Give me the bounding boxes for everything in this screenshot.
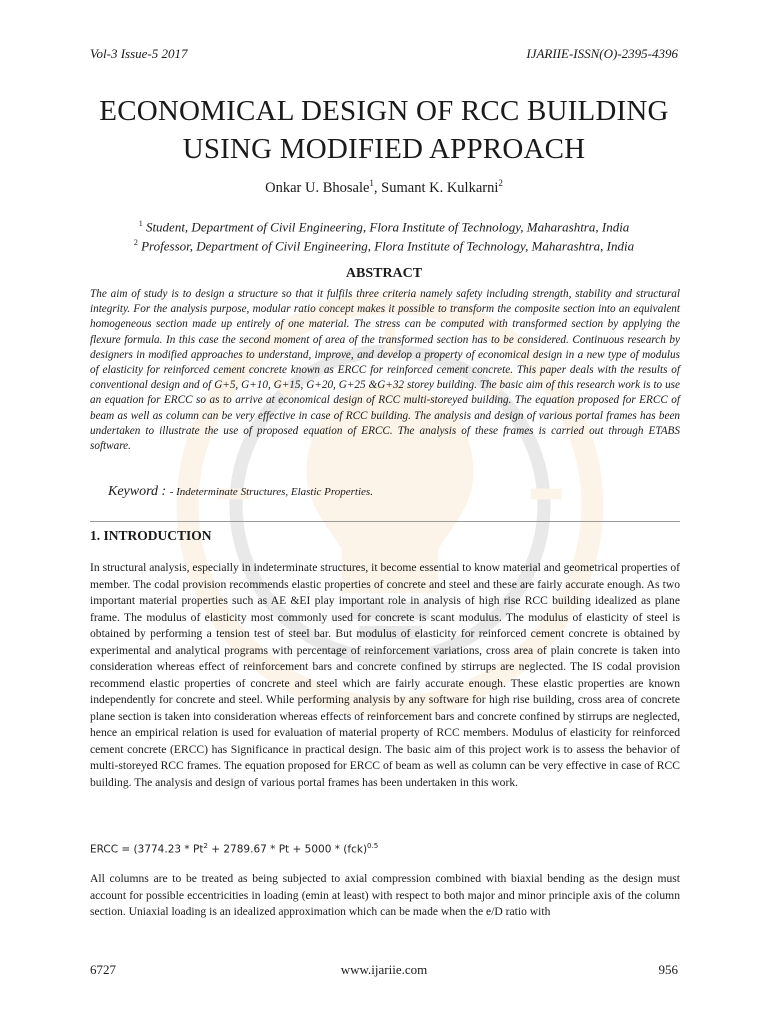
affiliation-1 <box>0 216 768 235</box>
keyword-line <box>108 483 373 500</box>
affiliation-2 <box>0 235 768 254</box>
footer-page-number: 956 <box>658 962 678 977</box>
footer-website-link[interactable]: www.ijariie.com <box>340 962 428 977</box>
title-line-2: USING MODIFIED APPROACH <box>182 133 586 165</box>
keyword-text: - Indeterminate Structures, Elastic Properties. <box>169 486 373 498</box>
footer-page-id: 6727 <box>90 962 116 977</box>
journal-volume-header: Vol-3 Issue-5 2017 <box>90 46 188 61</box>
keyword-label: Keyword : <box>108 484 170 499</box>
introduction-heading: 1. INTRODUCTION <box>90 528 212 543</box>
introduction-paragraph-1: In structural analysis, especially in indeterminate structures, it become essential to know material and geometrical properties of member. The codal provision recommends elastic properties of concrete and steel and these are fairly accurate enough. As two important material properties such as AE &EI play important role in analysis of high rise RCC building idealized as plane frame. The modulus of elasticity most commonly used for concrete is scant modulus. The modulus of elasticity of steel is obtained by performing a tension test of steel bar. But modulus of elasticity for reinforced cement concrete is obtained by experimental and analytical programs with percentage of reinforcement variations, cross area of plain concrete is taken into consideration whereas effect of reinforcement bars and concrete confined by stirrups are neglected. The IS codal provision recommend elastic properties of concrete and steel which are fairly accurate enough. These elastic properties are known independently for concrete and steel. While performing analysis by any software for high rise building, cross area of concrete plane section is taken into consideration whereas effects of reinforcement bars and concrete confined by stirrups are neglected, hence an empirical relation is used for evaluation of material property of RCC members. Modulus of elasticity for reinforced cement concrete (ERCC) has Significance in practical design. The basic aim of this project work is to assess the behavior of multi-storeyed RCC frames. The equation proposed for ERCC of beam as well as column can be very effective in case of RCC building. The analysis and design of various portal frames has been undertaken in this work. <box>90 561 680 789</box>
equation-superscript-2: 0.5 <box>367 842 379 850</box>
introduction-paragraph-2: All columns are to be treated as being subjected to axial compression combined with biaxial bending as the design must account for possible eccentricities in loading (emin at least) with respect to both major and minor principle axis of the column section. Uniaxial loading is an idealized approximation which can be made when the e/D ratio with <box>90 872 680 918</box>
equation-part-2: + 2789.67 * Pt + 5000 * (fck) <box>207 843 368 856</box>
affiliation-1-text: Student, Department of Civil Engineering, Flora Institute of Technology, Maharashtra, India <box>142 219 630 235</box>
title-line-1: ECONOMICAL DESIGN OF RCC BUILDING <box>99 95 669 127</box>
equation-superscript-1: 2 <box>203 842 208 850</box>
affiliation-1-superscript: 1 <box>138 219 143 228</box>
affiliation-2-superscript: 2 <box>133 238 138 248</box>
author-1: Onkar U. Bhosale <box>265 179 370 196</box>
abstract-heading: ABSTRACT <box>345 266 423 281</box>
author-2-superscript: 2 <box>498 178 503 188</box>
author-separator: , <box>373 179 382 196</box>
abstract-text: The aim of study is to design a structure so that it fulfils three criteria namely safety including strength, stability and structural integrity. For the analysis purpose, modular ratio concept makes it possible to transform the composite section into an equivalent homogeneous section made up entirely of one material. The stress can be computed with transformed section by applying the flexure formula. In this case the second moment of area of the transformed section has to be considered. Continuous research by designers in modified approaches to understand, improve, and develop a property of economical design in a new type of modulus of elasticity for reinforced cement concrete known as ERCC for reinforced cement concrete. This paper deals with the results of conventional design and of G+5, G+10, G+15, G+20, G+25 &G+32 storey building. The basic aim of this research work is to use an equation for ERCC so as to arrive at economical design of RCC multi-storeyed building. The equation proposed for ERCC of beam as well as column can be very effective in case of RCC building. The analysis and design of various portal frames has been undertaken to illustrate the use of proposed equation of ERCC. The analysis of these frames is carried out through ETABS software. <box>90 288 680 453</box>
affiliation-2-text: Professor, Department of Civil Engineering, Flora Institute of Technology, Maharashtra, India <box>137 238 635 254</box>
equation-part-1: ERCC = (3774.23 * Pt <box>90 843 204 856</box>
paper-title <box>60 92 708 168</box>
author-1-superscript: 1 <box>369 178 374 188</box>
journal-issn-header: IJARIIE-ISSN(O)-2395-4396 <box>526 46 678 61</box>
affiliations <box>0 216 768 255</box>
author-2: Sumant K. Kulkarni <box>381 179 499 196</box>
section-divider <box>90 521 680 522</box>
authors-line <box>0 178 768 197</box>
ercc-equation <box>90 842 378 856</box>
